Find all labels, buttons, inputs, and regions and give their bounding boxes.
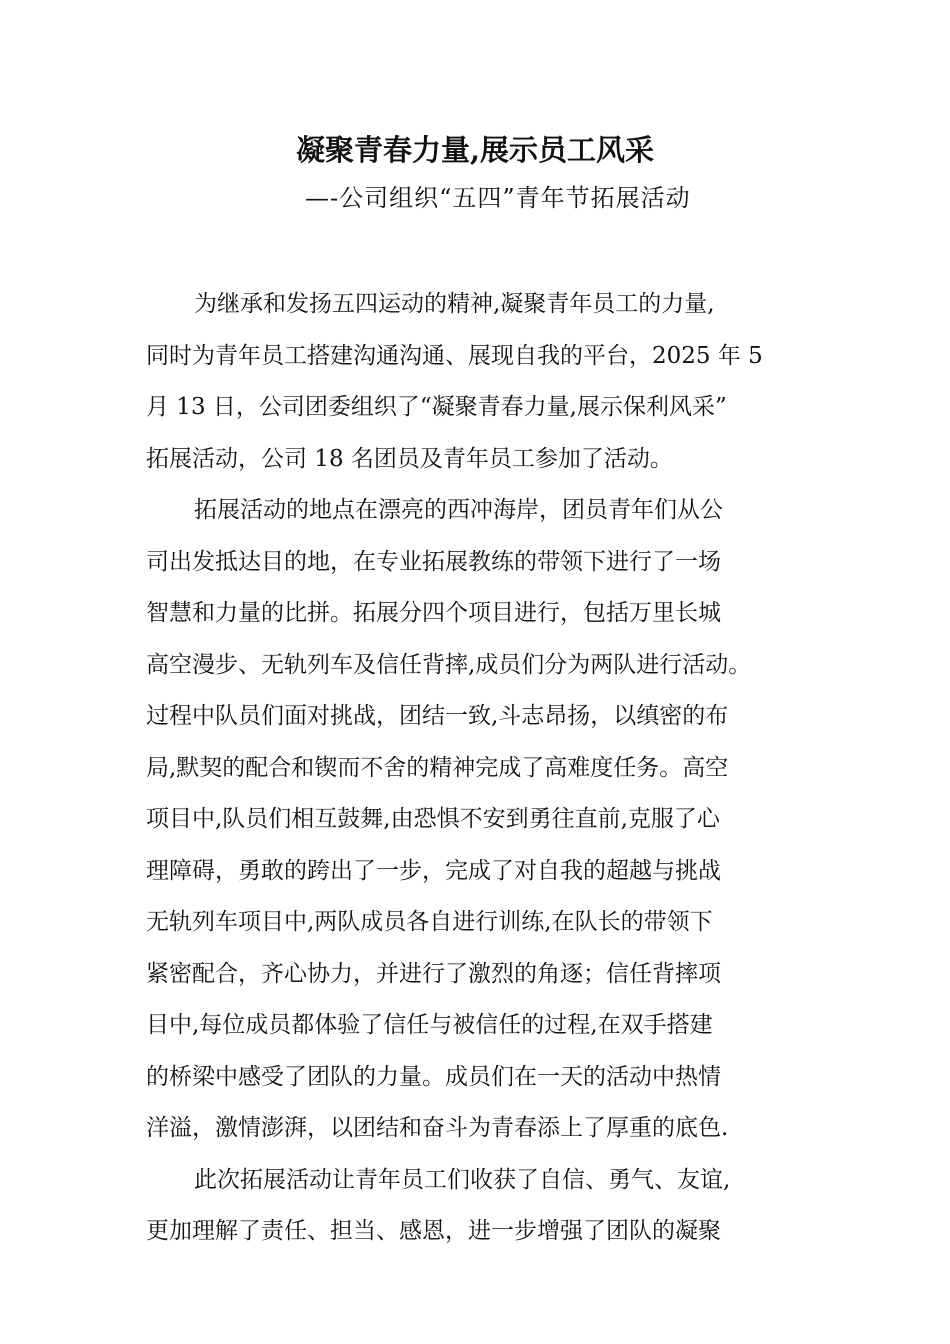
text-line: 拓展活动的地点在漂亮的西冲海岸，团员青年们从公	[194, 497, 723, 523]
text-line: 同时为青年员工搭建沟通沟通、展现自我的平台，2025 年 5	[146, 342, 763, 369]
text-line: 为继承和发扬五四运动的精神,凝聚青年员工的力量,	[194, 291, 715, 317]
text-line: 理障碍，勇敢的跨出了一步，完成了对自我的超越与挑战	[146, 857, 721, 884]
text-line: 智慧和力量的比拼。拓展分四个项目进行，包括万里长城	[146, 600, 721, 626]
text-line: 此次拓展活动让青年员工们收获了自信、勇气、友谊,	[194, 1166, 731, 1193]
text-line: 洋溢，激情澎湃，以团结和奋斗为青春添上了厚重的底色.	[146, 1115, 729, 1141]
text-line: 拓展活动，公司 18 名团员及青年员工参加了活动。	[146, 445, 673, 472]
document-title: 凝聚青春力量,展示员工风采	[295, 133, 655, 167]
text-line: 司出发抵达目的地，在专业拓展教练的带领下进行了一场	[146, 548, 721, 575]
text-line: 无轨列车项目中,两队成员各自进行训练,在队长的带领下	[146, 909, 713, 935]
text-line: 的桥梁中感受了团队的力量。成员们在一天的活动中热情	[146, 1063, 721, 1090]
document-subtitle: —-公司组织“五四”青年节拓展活动	[305, 184, 691, 212]
text-line: 局,默契的配合和锲而不舍的精神完成了高难度任务。高空	[146, 754, 729, 781]
text-line: 紧密配合，齐心协力，并进行了激烈的角逐；信任背摔项	[146, 960, 721, 987]
text-line: 高空漫步、无轨列车及信任背摔,成员们分为两队进行活动。	[146, 651, 752, 678]
text-line: 项目中,队员们相互鼓舞,由恐惧不安到勇往直前,克服了心	[146, 806, 720, 832]
text-line: 目中,每位成员都体验了信任与被信任的过程,在双手搭建	[146, 1012, 713, 1038]
text-line: 月 13 日，公司团委组织了“凝聚青春力量,展示保利风采”	[146, 394, 727, 420]
text-line: 过程中队员们面对挑战，团结一致,斗志昂扬，以缜密的布	[146, 703, 729, 729]
body-text	[146, 279, 806, 1258]
text-line: 更加理解了责任、担当、感恩，进一步增强了团队的凝聚	[146, 1218, 721, 1244]
